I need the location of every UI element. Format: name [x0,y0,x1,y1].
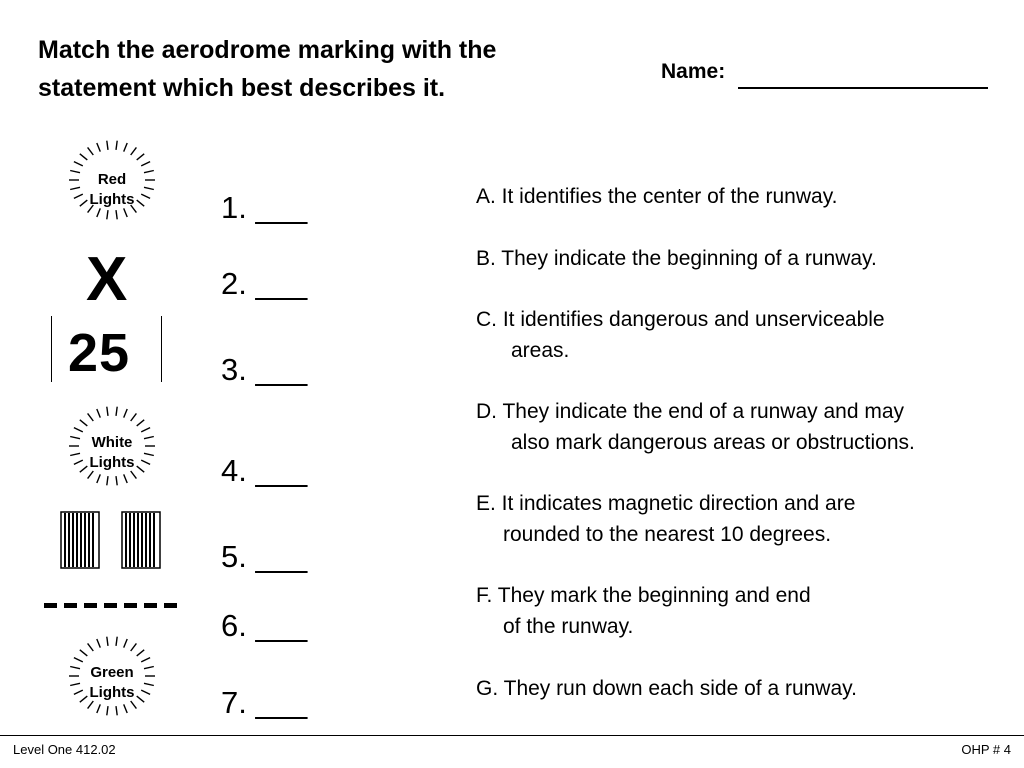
light-ray [131,413,137,421]
light-ray [137,420,145,426]
answer-blank-7[interactable]: 7. ___ [221,685,308,720]
light-ray [107,706,108,715]
statement-c-line-2: areas. [511,339,570,362]
statement-g-line-1: G. They run down each side of a runway. [476,677,857,700]
statement-a [476,181,837,212]
answer-blank-1[interactable]: 1. ___ [221,190,308,225]
statement-g [476,673,857,704]
light-ray [116,706,117,715]
light-ray [80,154,88,160]
white-lights-label-2: Lights [89,454,135,471]
title-line-1: Match the aerodrome marking with the [38,36,497,64]
light-ray [97,143,101,152]
answer-blank-6[interactable]: 6. ___ [221,608,308,643]
footer-slide-number: OHP # 4 [961,742,1011,757]
light-ray [74,162,83,166]
name-label: Name: [661,60,726,83]
light-ray [107,210,108,219]
statement-b-line-1: B. They indicate the beginning of a runway. [476,247,877,270]
answer-blank-5[interactable]: 5. ___ [221,539,308,574]
footer-divider [0,735,1024,736]
answer-blank-2[interactable]: 2. ___ [221,266,308,301]
light-ray [107,476,108,485]
statement-c [476,304,885,366]
runway-number-marking: 25 [68,323,131,383]
green-lights-marking [60,630,164,722]
light-ray [116,476,117,485]
closed-runway-x-marking: X [86,245,128,314]
light-ray [124,474,128,483]
red-lights-label-1: Red [97,171,127,188]
light-ray [80,650,88,656]
runway-number-right-bar [161,316,162,382]
light-ray [97,704,101,713]
statement-d-line-1: D. They indicate the end of a runway and may [476,400,905,423]
statement-e-line-2: rounded to the nearest 10 degrees. [503,523,832,546]
statement-e [476,488,855,550]
footer-course-code: Level One 412.02 [13,742,116,757]
light-ray [116,407,117,416]
light-ray [124,143,128,152]
white-lights-marking [60,400,164,492]
light-ray [88,147,94,155]
light-ray [97,474,101,483]
statement-f-line-1: F. They mark the beginning and end [476,584,811,607]
green-lights-label-2: Lights [89,684,135,701]
centerline-dashes [44,600,180,612]
light-ray [137,650,145,656]
threshold-stripes-left [60,511,100,569]
statement-b [476,243,877,274]
light-ray [107,407,108,416]
title-line-2: statement which best describes it. [38,74,446,102]
light-ray [124,704,128,713]
light-ray [80,420,88,426]
light-ray [97,409,101,418]
light-ray [107,637,108,646]
worksheet-title [38,31,638,107]
answer-blank-4[interactable]: 4. ___ [221,453,308,488]
white-lights-label-1: White [91,434,133,451]
light-ray [124,639,128,648]
name-field[interactable] [738,87,988,89]
red-lights-marking [60,134,164,226]
light-ray [141,162,150,166]
statement-f [476,580,811,642]
light-ray [88,413,94,421]
statement-e-line-1: E. It indicates magnetic direction and are [476,492,856,515]
statement-f-line-2: of the runway. [503,615,634,638]
light-ray [116,637,117,646]
light-ray [131,643,137,651]
green-lights-label-1: Green [90,664,134,681]
light-ray [116,141,117,150]
answer-blank-3[interactable]: 3. ___ [221,352,308,387]
red-lights-label-2: Lights [89,191,135,208]
statement-d-line-2: also mark dangerous areas or obstructions. [511,431,915,454]
light-ray [124,409,128,418]
light-ray [116,210,117,219]
statement-d [476,396,915,458]
light-ray [137,154,145,160]
light-ray [97,639,101,648]
statement-c-line-1: C. It identifies dangerous and unserviceable [476,308,885,331]
runway-number-left-bar [51,316,52,382]
light-ray [131,147,137,155]
threshold-stripes-right [121,511,161,569]
statement-a-line-1: A. It identifies the center of the runway. [476,185,838,208]
light-ray [107,141,108,150]
light-ray [88,643,94,651]
